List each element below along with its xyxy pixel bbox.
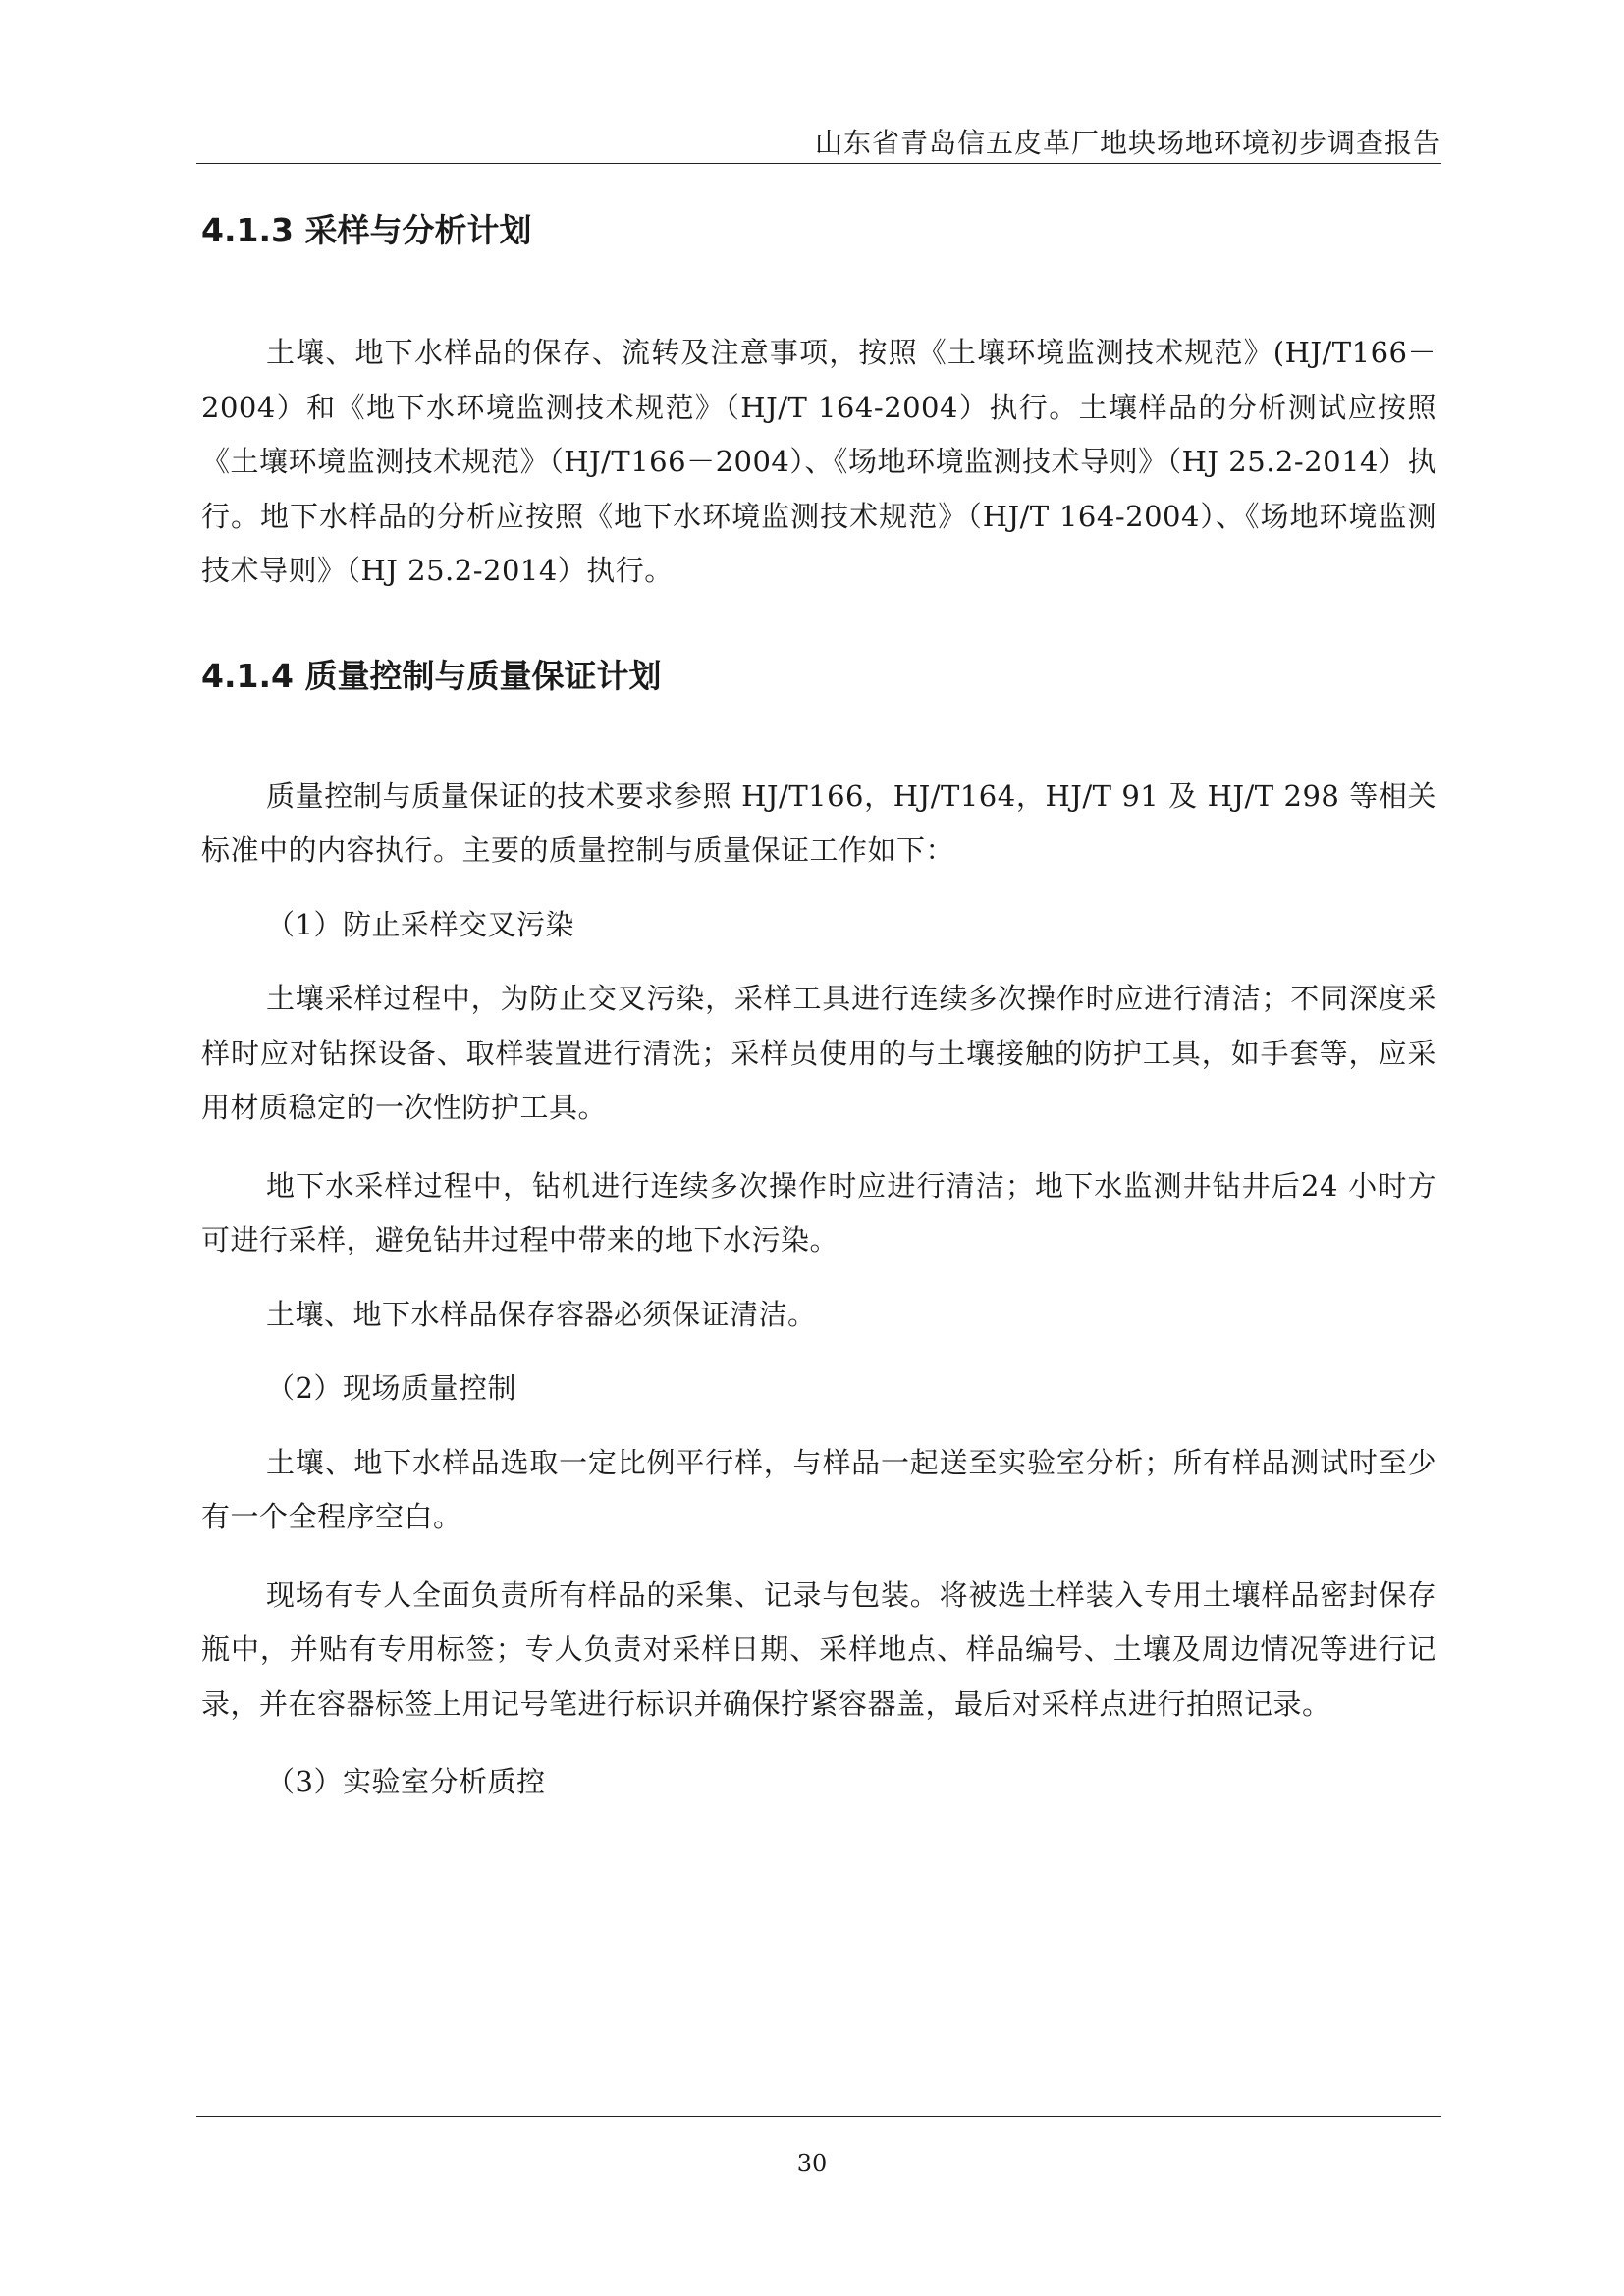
paragraph-sampling-plan: 土壤、地下水样品的保存、流转及注意事项，按照《土壤环境监测技术规范》(HJ/T166－2004）和《地下水环境监测技术规范》（HJ/T 164-2004）执行。土壤样品的分析测试应按照《土壤环境监测技术规范》（HJ/T166－2004）、《场地环境监测技术导则》（HJ 25.2-2014）执行。地下水样品的分析应按照《地下水环境监测技术规范》（HJ/T 164-2004）、《场地环境监测技术导则》（HJ 25.2-2014）执行。 [201,336,1436,587]
section-heading-4-1-4: 4.1.4 质量控制与质量保证计划 [201,656,662,695]
paragraph-field-records: 现场有专人全面负责所有样品的采集、记录与包装。将被选土样装入专用土壤样品密封保存瓶中，并贴有专用标签；专人负责对采样日期、采样地点、样品编号、土壤及周边情况等进行记录，并在容器标签上用记号笔进行标识并确保拧紧容器盖，最后对采样点进行拍照记录。 [201,1577,1436,1721]
paragraph-soil-sampling: 土壤采样过程中，为防止交叉污染，采样工具进行连续多次操作时应进行清洁；不同深度采样时应对钻探设备、取样装置进行清洗；采样员使用的与土壤接触的防护工具，如手套等，应采用材质稳定的一次性防护工具。 [201,982,1436,1124]
report-title: 山东省青岛信五皮革厂地块场地环境初步调查报告 [814,127,1441,159]
page-footer-rule [196,2116,1441,2117]
section-heading-4-1-3: 4.1.3 采样与分析计划 [201,211,532,249]
subheading-cross-contamination: （1）防止采样交叉污染 [266,907,574,941]
paragraph-groundwater-sampling: 地下水采样过程中，钻机进行连续多次操作时应进行清洁；地下水监测井钻井后24 小时方可进行采样，避免钻井过程中带来的地下水污染。 [201,1168,1436,1256]
page-number: 30 [796,2150,828,2177]
subheading-lab-qc: （3）实验室分析质控 [266,1765,546,1798]
document-body [201,196,1436,1810]
paragraph-parallel-samples: 土壤、地下水样品选取一定比例平行样，与样品一起送至实验室分析；所有样品测试时至少有一个全程序空白。 [201,1445,1436,1533]
page-header [196,116,1441,164]
subheading-field-qc: （2）现场质量控制 [266,1371,516,1405]
paragraph-qc-intro: 质量控制与质量保证的技术要求参照 HJ/T166，HJ/T164，HJ/T 91 及 HJ/T 298 等相关标准中的内容执行。主要的质量控制与质量保证工作如下： [201,778,1436,867]
paragraph-container-clean: 土壤、地下水样品保存容器必须保证清洁。 [266,1297,817,1331]
